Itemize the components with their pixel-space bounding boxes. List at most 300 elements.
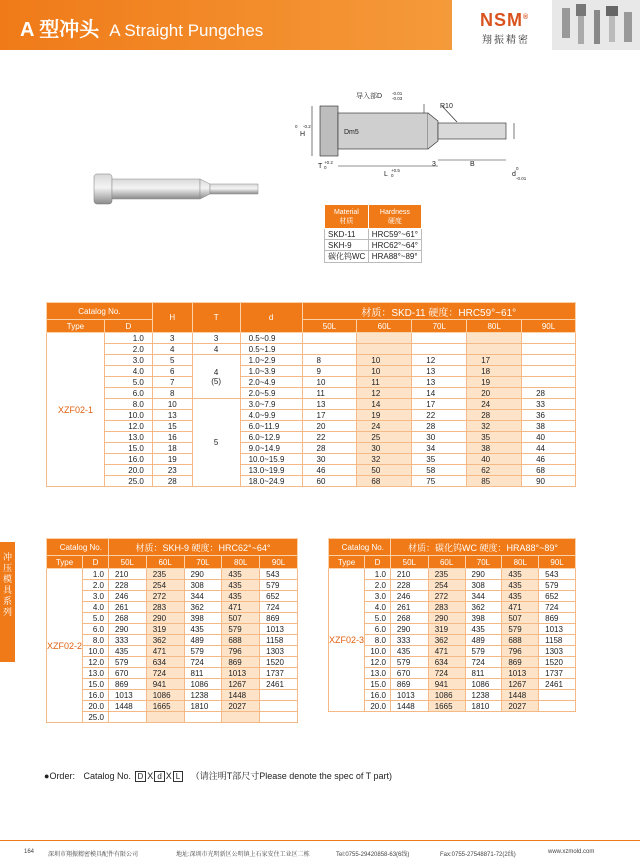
price-cell: 68 [522,465,576,476]
d-cell: 13.0 [365,668,391,679]
price-cell: 20 [302,421,357,432]
side-tab-char: 压 [2,563,12,573]
price-cell: 12 [412,355,467,366]
hardness-head: Hardness 硬度 [368,205,421,229]
price-cell [260,690,298,701]
price-cell: 32 [467,421,522,432]
d-cell: 12.0 [365,657,391,668]
price-cell [522,333,576,344]
catalog-cell: XZF02-2 [47,569,83,723]
price-cell [302,333,357,344]
brand-cn: 翔振精密 [482,35,530,46]
price-cell: 14 [357,399,412,410]
price-cell: 471 [502,602,539,613]
price-cell: 724 [539,602,576,613]
d-cell: 15.0 [104,443,152,454]
price-cell: 35 [412,454,467,465]
price-cell: 272 [146,591,184,602]
price-cell: 1303 [539,646,576,657]
order-box-d: D [135,771,147,782]
price-cell: 254 [146,580,184,591]
price-cell [412,344,467,355]
table-row [47,712,298,723]
h-cell: 28 [152,476,192,487]
price-cell: 290 [465,569,502,580]
price-cell: 579 [390,657,428,668]
catalog-no-head: Catalog No. [47,539,109,556]
d-range-cell: 2.0~4.9 [240,377,302,388]
table-row [47,624,298,635]
footer-address: 地址:深圳市光明新区公明镇上石家安住工业区二栋 [176,852,310,858]
table-row [47,646,298,657]
table-row [329,690,576,701]
price-table-wc [328,538,576,712]
price-cell: 869 [108,679,146,690]
price-cell: 471 [428,646,465,657]
d-cell: 5.0 [104,377,152,388]
dim-3: 3 [432,161,436,168]
price-cell: 688 [222,635,260,646]
price-cell: 261 [390,602,428,613]
price-cell: 1520 [539,657,576,668]
d-cell: 4.0 [365,602,391,613]
price-cell: 228 [108,580,146,591]
h-cell: 5 [152,355,192,366]
price-cell [357,344,412,355]
length-head: 80L [222,556,260,569]
price-cell: 1267 [222,679,260,690]
price-cell: 1158 [260,635,298,646]
d-cell: 25.0 [104,476,152,487]
table-row [329,679,576,690]
table-row [47,454,576,465]
price-cell: 228 [390,580,428,591]
table-row [47,690,298,701]
price-cell: 60 [302,476,357,487]
h-cell: 10 [152,399,192,410]
price-cell: 489 [184,635,222,646]
length-head: 50L [108,556,146,569]
price-cell: 670 [390,668,428,679]
d-cell: 4.0 [104,366,152,377]
price-cell: 724 [184,657,222,668]
price-cell: 941 [146,679,184,690]
table-row [329,657,576,668]
d-cell: 1.0 [365,569,391,580]
price-cell: 85 [467,476,522,487]
price-cell: 28 [467,410,522,421]
d-cell: 20.0 [83,701,109,712]
price-cell: 90 [522,476,576,487]
d-cell: 3.0 [83,591,109,602]
price-cell: 10 [302,377,357,388]
table-row [47,377,576,388]
d-cell: 5.0 [365,613,391,624]
length-head: 50L [302,320,357,333]
dim-guide: 导入部D [356,93,383,100]
d-cell: 3.0 [104,355,152,366]
price-cell: 1737 [260,668,298,679]
t-cell: 5 [192,399,240,487]
price-cell: 435 [502,569,539,580]
price-cell: 869 [390,679,428,690]
h-cell: 16 [152,432,192,443]
h-cell: 8 [152,388,192,399]
t-cell: 3 [192,333,240,344]
dim-t-tol-top: +0.2 [324,160,333,165]
price-cell: 246 [390,591,428,602]
length-head: 90L [522,320,576,333]
price-cell: 308 [184,580,222,591]
d-cell: 13.0 [83,668,109,679]
price-cell: 2027 [222,701,260,712]
price-cell [539,690,576,701]
price-cell: 319 [428,624,465,635]
dim-d-tol-bottom: -0.01 [516,176,527,181]
price-cell [522,377,576,388]
d-cell: 15.0 [83,679,109,690]
table-row [47,602,298,613]
table-row [47,635,298,646]
page-footer [0,840,640,864]
material-head: 材质：SKH-9 硬度：HRC62°~64° [108,539,297,556]
d-cell: 10.0 [365,646,391,657]
price-cell: 1303 [260,646,298,657]
price-cell: 724 [260,602,298,613]
price-cell: 1013 [502,668,539,679]
dim-l-tol-bottom: 0 [391,173,394,178]
footer-fax: Fax:0755-27548871-72(2线) [440,852,516,858]
table-row [47,410,576,421]
h-cell: 3 [152,333,192,344]
price-cell: 62 [467,465,522,476]
price-cell: 11 [302,388,357,399]
price-cell: 724 [146,668,184,679]
price-cell [260,712,298,723]
price-cell: 32 [357,454,412,465]
table-row [329,591,576,602]
price-cell [184,712,222,723]
price-cell: 1013 [390,690,428,701]
material-head: 材质：碳化钨WC 硬度：HRA88°~89° [390,539,575,556]
h-cell: 13 [152,410,192,421]
footer-company: 深圳市翔振精密模具配件有限公司 [48,852,139,858]
type-head: Type [47,320,105,333]
price-cell [467,333,522,344]
price-cell: 579 [539,580,576,591]
material-row: 碳化钨WC HRA88°~89° [325,251,422,263]
material-head: Material 材质 [325,205,369,229]
price-cell: 507 [222,613,260,624]
table-row [47,657,298,668]
price-cell: 1665 [146,701,184,712]
dim-d: d [512,171,516,178]
punch-photo [80,160,270,220]
title-en: A Straight Pungches [109,21,264,40]
price-cell: 543 [539,569,576,580]
price-cell: 1520 [260,657,298,668]
d-cell: 6.0 [83,624,109,635]
table-row [47,476,576,487]
price-cell: 579 [108,657,146,668]
price-cell: 25 [357,432,412,443]
price-cell: 435 [222,569,260,580]
d-range-cell: 13.0~19.9 [240,465,302,476]
title-cn: A 型冲头 [20,19,100,41]
length-head: 80L [467,320,522,333]
d-cell: 4.0 [83,602,109,613]
table-row [329,624,576,635]
price-cell: 333 [390,635,428,646]
price-cell: 1013 [222,668,260,679]
bullet-icon: ● [44,771,50,781]
price-cell: 670 [108,668,146,679]
table-row [47,679,298,690]
table-row [47,344,576,355]
dim-l: L [384,171,388,178]
price-cell: 30 [357,443,412,454]
price-cell: 36 [522,410,576,421]
price-cell: 30 [302,454,357,465]
price-cell: 290 [428,613,465,624]
price-cell [467,344,522,355]
type-head: Type [47,556,83,569]
table-row [329,646,576,657]
price-cell: 435 [108,646,146,657]
t-value-note: (5) [211,376,222,386]
d-range-cell: 4.0~9.9 [240,410,302,421]
price-cell: 941 [428,679,465,690]
price-cell: 283 [428,602,465,613]
price-cell: 22 [412,410,467,421]
price-cell: 398 [184,613,222,624]
price-cell: 1013 [539,624,576,635]
table-row [329,580,576,591]
price-cell: 40 [467,454,522,465]
price-cell: 10 [357,366,412,377]
footer-web: www.xzmold.com [548,849,595,855]
price-cell: 268 [390,613,428,624]
price-cell: 254 [428,580,465,591]
length-head: 70L [412,320,467,333]
h-cell: 19 [152,454,192,465]
dim-b: B [470,161,475,168]
d-cell: 6.0 [104,388,152,399]
material-table [324,204,422,263]
d-cell: 16.0 [83,690,109,701]
h-cell: 23 [152,465,192,476]
d-cell: 12.0 [83,657,109,668]
d-cell: 2.0 [365,580,391,591]
price-cell: 50 [357,465,412,476]
dim-guide-tol-bottom: -0.03 [392,96,403,101]
price-cell: 435 [184,624,222,635]
price-cell: 11 [357,377,412,388]
table-row [47,613,298,624]
price-cell: 17 [412,399,467,410]
price-cell: 579 [465,646,502,657]
price-cell [522,344,576,355]
price-cell: 10 [357,355,412,366]
price-cell [302,344,357,355]
price-cell: 235 [428,569,465,580]
h-cell: 15 [152,421,192,432]
price-cell: 24 [467,399,522,410]
d-cell: 8.0 [365,635,391,646]
d-head: D [104,320,152,333]
price-cell: 796 [222,646,260,657]
type-head: Type [329,556,365,569]
table-row [47,421,576,432]
dim-dm: Dm5 [344,129,359,136]
price-cell: 1238 [465,690,502,701]
brand-name: NSM [480,10,523,30]
price-cell: 435 [222,591,260,602]
side-tab-char: 系 [2,596,12,606]
price-cell: 1086 [428,690,465,701]
d-range-cell: 2.0~5.9 [240,388,302,399]
price-cell: 35 [467,432,522,443]
price-cell: 489 [465,635,502,646]
price-cell: 290 [184,569,222,580]
price-cell: 246 [108,591,146,602]
price-cell: 579 [222,624,260,635]
price-cell: 13 [302,399,357,410]
price-cell: 724 [465,657,502,668]
side-tab-char: 列 [2,607,12,617]
d-cell: 20.0 [104,465,152,476]
price-cell: 579 [260,580,298,591]
d-cell: 3.0 [365,591,391,602]
catalog-cell: XZF02-1 [47,333,105,487]
catalog-no-head: Catalog No. [329,539,391,556]
d-range-cell: 0.5~0.9 [240,333,302,344]
price-cell: 308 [465,580,502,591]
order-line [44,769,392,782]
price-cell: 319 [146,624,184,635]
order-catalog: Catalog No. [83,771,131,781]
brand-mark: ® [523,14,530,21]
length-head: 60L [428,556,465,569]
price-cell: 13 [412,377,467,388]
price-cell: 344 [465,591,502,602]
table-row [47,432,576,443]
material-row: SKD-11 HRC59°~61° [325,229,422,240]
price-cell: 333 [108,635,146,646]
price-cell: 19 [467,377,522,388]
price-cell: 38 [522,421,576,432]
footer-tel: Tel:0755-29420858-63(6线) [336,852,410,858]
h-cell: 18 [152,443,192,454]
price-cell: 1448 [390,701,428,712]
table-row [47,333,576,344]
d-cell: 5.0 [83,613,109,624]
length-head: 50L [390,556,428,569]
table-row [329,602,576,613]
price-cell: 796 [502,646,539,657]
parts-icon [552,0,640,50]
h-head: H [152,303,192,333]
price-cell: 398 [465,613,502,624]
table-row [47,465,576,476]
price-cell: 1448 [222,690,260,701]
price-cell: 210 [108,569,146,580]
price-cell: 435 [390,646,428,657]
price-cell: 17 [302,410,357,421]
dim-guide-tol-top: -0.01 [392,91,403,96]
h-cell: 4 [152,344,192,355]
page-number: 164 [24,849,35,855]
h-cell: 6 [152,366,192,377]
price-cell: 19 [357,410,412,421]
price-cell: 40 [522,432,576,443]
punch-drawing [292,86,527,186]
price-cell: 28 [522,388,576,399]
price-cell: 579 [184,646,222,657]
t-cell [192,355,240,399]
price-cell: 24 [357,421,412,432]
h-cell: 7 [152,377,192,388]
price-cell: 811 [184,668,222,679]
price-cell: 543 [260,569,298,580]
table-row [47,366,576,377]
price-cell [539,701,576,712]
t-value: 4 [213,367,219,377]
d-cell: 15.0 [365,679,391,690]
d-range-head: d [240,303,302,333]
d-cell: 16.0 [104,454,152,465]
price-cell: 261 [108,602,146,613]
price-cell: 210 [390,569,428,580]
price-cell: 268 [108,613,146,624]
order-x: X [165,771,172,781]
catalog-no-head: Catalog No. [47,303,153,320]
d-range-cell: 0.5~1.9 [240,344,302,355]
material-head: 材质：SKD-11 硬度：HRC59°~61° [302,303,575,320]
price-cell: 17 [467,355,522,366]
d-cell: 10.0 [83,646,109,657]
price-cell: 2461 [260,679,298,690]
price-cell: 44 [522,443,576,454]
price-cell: 38 [467,443,522,454]
price-cell: 344 [184,591,222,602]
price-cell [412,333,467,344]
price-cell: 362 [184,602,222,613]
order-x: X [147,771,154,781]
price-cell: 1665 [428,701,465,712]
dim-r: R10 [440,103,453,110]
price-cell: 290 [108,624,146,635]
price-cell: 435 [502,591,539,602]
price-cell: 634 [428,657,465,668]
d-cell: 8.0 [83,635,109,646]
table-row [329,569,576,580]
price-cell: 1086 [146,690,184,701]
price-cell: 471 [222,602,260,613]
table-row [47,591,298,602]
price-cell: 290 [146,613,184,624]
order-label: Order: [49,771,75,781]
d-cell: 25.0 [83,712,109,723]
price-cell: 435 [465,624,502,635]
d-cell: 13.0 [104,432,152,443]
table-row [47,569,298,580]
price-cell: 75 [412,476,467,487]
price-cell: 1448 [502,690,539,701]
dim-h: H [300,131,306,138]
price-cell: 13 [412,366,467,377]
d-head: D [83,556,109,569]
